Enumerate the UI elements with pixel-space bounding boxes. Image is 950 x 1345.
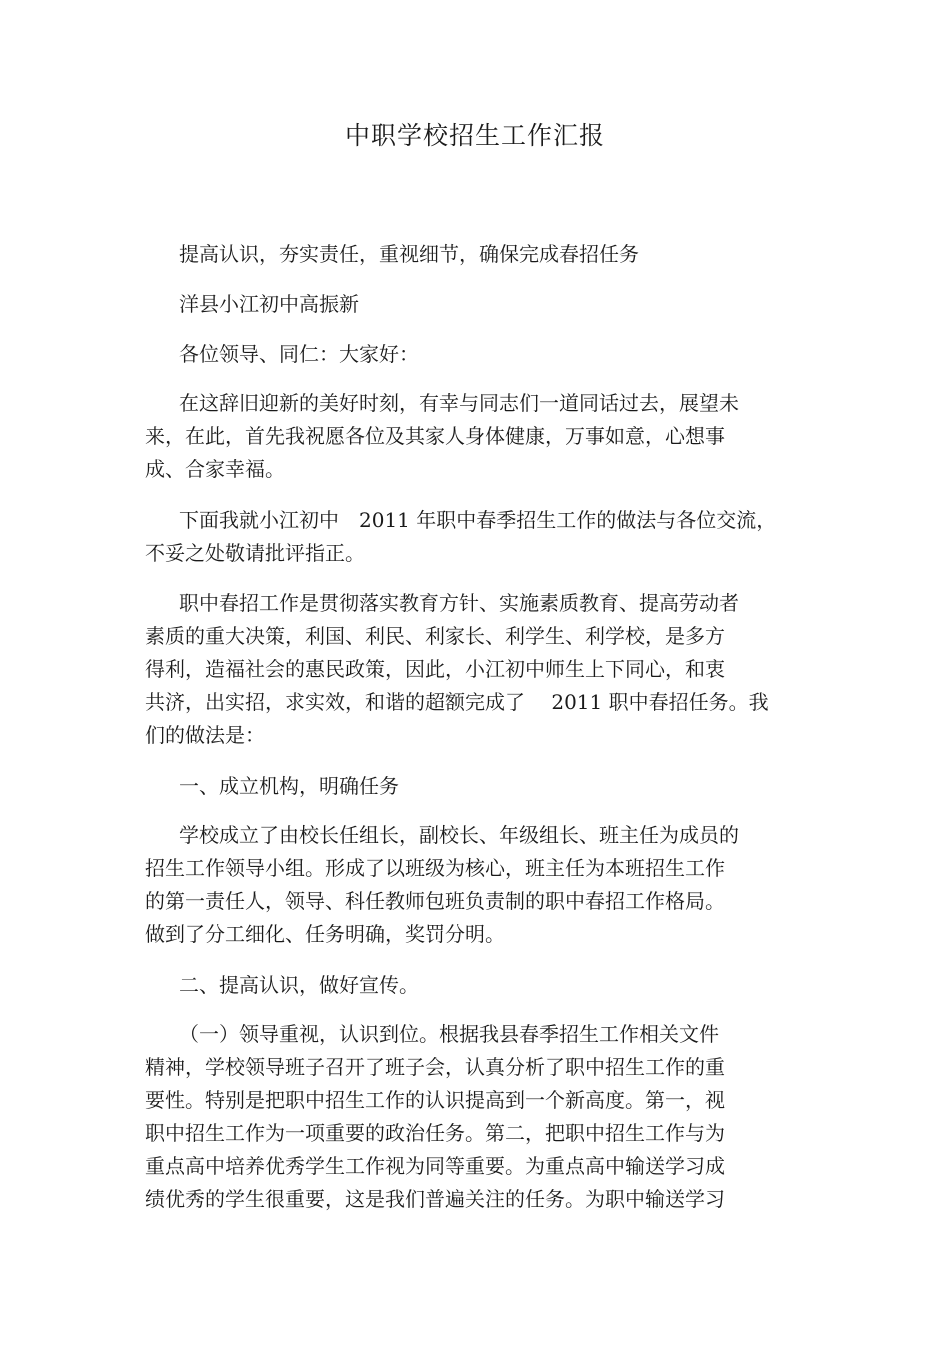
text-line: 得利，造福社会的惠民政策，因此，小江初中师生上下同心，和衷 — [145, 657, 725, 681]
text-line: 重点高中培养优秀学生工作视为同等重要。为重点高中输送学习成 — [145, 1154, 725, 1178]
text-line: 素质的重大决策，利国、利民、利家长、利学生、利学校，是多方 — [145, 624, 725, 648]
text-line: 招生工作领导小组。形成了以班级为核心，班主任为本班招生工作 — [145, 856, 725, 880]
text-line: 共济，出实招，求实效，和谐的超额完成了 2011 职中春招任务。我 — [145, 690, 769, 714]
text-line: 来，在此，首先我祝愿各位及其家人身体健康，万事如意，心想事 — [145, 424, 725, 448]
text-line: 的第一责任人，领导、科任教师包班负责制的职中春招工作格局。 — [145, 889, 725, 913]
document-title: 中职学校招生工作汇报 — [344, 121, 605, 150]
text-line: 做到了分工细化、任务明确，奖罚分明。 — [145, 922, 505, 946]
text-line: 精神，学校领导班子召开了班子会，认真分析了职中招生工作的重 — [145, 1055, 725, 1079]
text-line: 成、合家幸福。 — [145, 457, 285, 481]
text-line: 要性。特别是把职中招生工作的认识提高到一个新高度。第一，视 — [145, 1088, 725, 1112]
paragraph-greeting — [145, 338, 805, 371]
text-line: 们的做法是： — [145, 723, 265, 747]
text-line: （一）领导重视，认识到位。根据我县春季招生工作相关文件 — [179, 1022, 719, 1046]
paragraph-policy — [145, 587, 805, 752]
text-line: 不妥之处敬请批评指正。 — [145, 541, 365, 565]
text-line: 二、提高认识，做好宣传。 — [179, 973, 419, 997]
text-line: 职中招生工作为一项重要的政治任务。第二，把职中招生工作与为 — [145, 1121, 725, 1145]
paragraph-organization — [145, 819, 805, 951]
paragraph-intro — [145, 504, 805, 570]
paragraph-author — [145, 288, 805, 321]
paragraph-subtitle — [145, 238, 805, 271]
paragraph-leadership — [145, 1018, 805, 1216]
text-line: 学校成立了由校长任组长，副校长、年级组长、班主任为成员的 — [179, 823, 739, 847]
text-line: 洋县小江初中高振新 — [179, 292, 359, 316]
text-line: 在这辞旧迎新的美好时刻，有幸与同志们一道同话过去，展望未 — [179, 391, 739, 415]
text-line: 提高认识，夯实责任，重视细节，确保完成春招任务 — [179, 242, 639, 266]
text-line: 各位领导、同仁：大家好： — [179, 342, 419, 366]
text-line: 职中春招工作是贯彻落实教育方针、实施素质教育、提高劳动者 — [179, 591, 739, 615]
section-heading-2 — [145, 969, 805, 1002]
text-line: 下面我就小江初中 2011 年职中春季招生工作的做法与各位交流， — [179, 508, 777, 532]
paragraph-wishes — [145, 387, 805, 486]
section-heading-1 — [145, 770, 805, 803]
text-line: 一、成立机构，明确任务 — [179, 774, 399, 798]
text-line: 绩优秀的学生很重要，这是我们普遍关注的任务。为职中输送学习 — [145, 1187, 725, 1211]
